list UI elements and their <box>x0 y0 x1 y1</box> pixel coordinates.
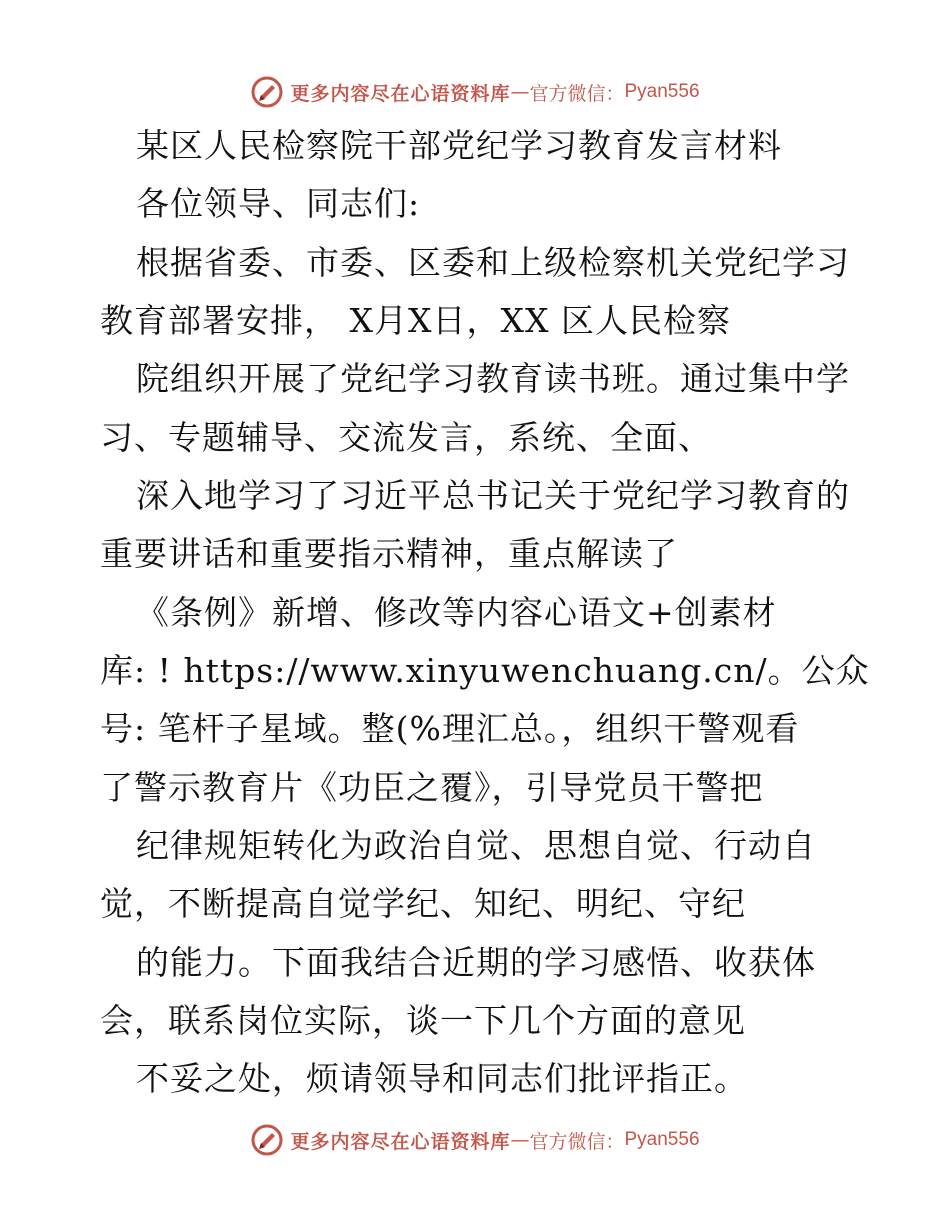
text-line: 的能力。下面我结合近期的学习感悟、收获体 <box>136 943 816 982</box>
banner-wechat-id: Pyan556 <box>624 81 700 102</box>
banner-separator: — <box>510 81 530 103</box>
banner-separator: — <box>510 1129 530 1151</box>
salutation: 各位领导、同志们: <box>136 184 421 223</box>
text-line: 习、专题辅导、交流发言，系统、全面、 <box>100 418 712 457</box>
banner-wechat-id: Pyan556 <box>624 1129 700 1150</box>
text-line: 教育部署安排， X月X日，XX 区人民检察 <box>100 301 731 340</box>
banner-main-text: 更多内容尽在心语资料库 <box>290 82 511 105</box>
text-line: 根据省委、市委、区委和上级检察机关党纪学习 <box>136 243 850 282</box>
text-line: 不妥之处，烦请领导和同志们批评指正。 <box>136 1059 748 1098</box>
text-line: 库: ! https://www.xinyuwenchuang.cn/。公众 <box>100 651 870 690</box>
text-line: 深入地学习了习近平总书记关于党纪学习教育的 <box>136 476 850 515</box>
document-title: 某区人民检察院干部党纪学习教育发言材料 <box>136 126 782 165</box>
banner-wechat-label: 官方微信： <box>529 82 625 105</box>
brand-logo-icon <box>250 1123 284 1157</box>
text-line: 《条例》新增、修改等内容心语文+创素材 <box>136 593 777 632</box>
brand-logo-icon <box>250 75 284 109</box>
text-line: 重要讲话和重要指示精神，重点解读了 <box>100 534 678 573</box>
text-line: 号: 笔杆子星域。整(%理汇总。，组织干警观看 <box>100 709 800 748</box>
text-line: 会，联系岗位实际，谈一下几个方面的意见 <box>100 1001 746 1040</box>
text-line: 了警示教育片《功臣之覆》，引导党员干警把 <box>100 768 764 807</box>
banner-wechat-label: 官方微信： <box>529 1130 625 1153</box>
header-banner <box>0 72 950 112</box>
text-line: 觉，不断提高自觉学纪、知纪、明纪、守纪 <box>100 884 746 923</box>
text-line: 院组织开展了党纪学习教育读书班。通过集中学 <box>136 359 850 398</box>
banner-main-text: 更多内容尽在心语资料库 <box>290 1130 511 1153</box>
text-line: 纪律规矩转化为政治自觉、思想自觉、行动自 <box>136 826 816 865</box>
footer-banner <box>0 1120 950 1160</box>
